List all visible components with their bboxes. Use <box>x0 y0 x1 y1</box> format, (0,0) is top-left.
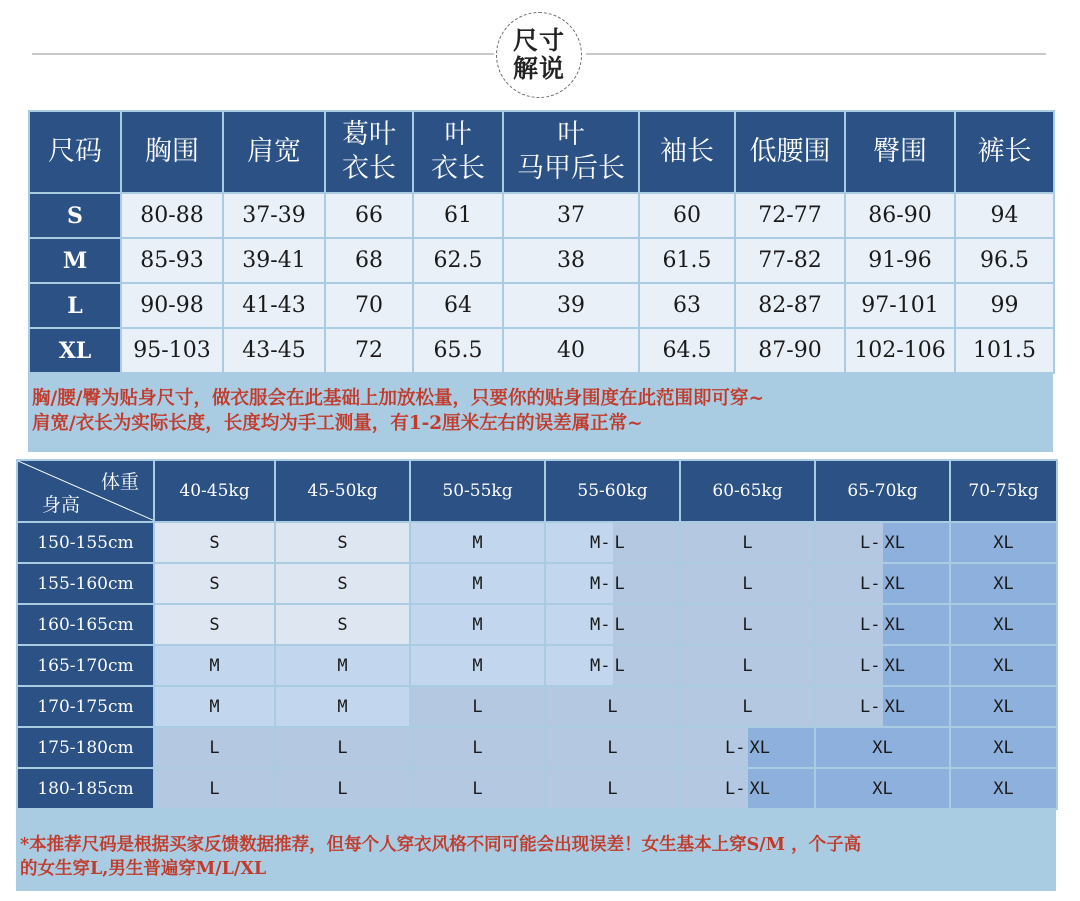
recommend-row <box>17 768 1057 809</box>
weight-col-header: 45-50kg <box>275 460 410 522</box>
recommend-size-cell <box>680 768 815 809</box>
size-range-start: M- <box>546 564 613 603</box>
size-value-cell: 87-90 <box>735 328 845 373</box>
recommend-size-cell: XL <box>950 686 1057 727</box>
recommend-size-cell: L <box>275 727 410 768</box>
recommend-size-cell <box>815 522 950 563</box>
size-range-end: L <box>613 564 680 603</box>
recommend-size-cell: S <box>154 604 275 645</box>
size-value-cell: 96.5 <box>955 238 1054 283</box>
weight-col-header: 50-55kg <box>410 460 545 522</box>
size-note-line-1: 胸/腰/臀为贴身尺寸，做衣服会在此基础上加放松量，只要你的贴身围度在此范围即可穿~ <box>32 388 765 409</box>
recommend-row <box>17 522 1057 563</box>
recommend-size-cell: M <box>410 563 545 604</box>
size-value-cell: 68 <box>325 238 413 283</box>
size-range-end: L <box>613 605 680 644</box>
size-value-cell: 77-82 <box>735 238 845 283</box>
height-label-cell: 155-160cm <box>17 563 154 604</box>
size-row <box>29 283 1054 328</box>
weight-col-header: 40-45kg <box>154 460 275 522</box>
recommend-size-cell: S <box>275 604 410 645</box>
recommend-chart <box>16 459 1056 891</box>
recommend-size-cell: L <box>410 768 545 809</box>
size-value-cell: 99 <box>955 283 1054 328</box>
size-value-cell: 94 <box>955 193 1054 238</box>
recommend-note <box>20 833 1052 881</box>
size-value-cell: 91-96 <box>845 238 955 283</box>
recommend-size-cell <box>545 604 680 645</box>
size-value-cell: 64.5 <box>639 328 735 373</box>
recommend-size-cell: XL <box>815 727 950 768</box>
height-label-cell: 170-175cm <box>17 686 154 727</box>
recommend-size-cell: XL <box>950 768 1057 809</box>
size-col-header: 葛叶 衣长 <box>325 111 413 193</box>
recommend-size-cell: XL <box>950 522 1057 563</box>
recommend-size-cell <box>680 727 815 768</box>
recommend-size-cell: M <box>275 686 410 727</box>
size-value-cell: 101.5 <box>955 328 1054 373</box>
size-value-cell: 62.5 <box>413 238 503 283</box>
recommend-table <box>16 459 1058 810</box>
recommend-size-cell <box>815 604 950 645</box>
height-label-cell: 150-155cm <box>17 522 154 563</box>
size-value-cell: 61 <box>413 193 503 238</box>
size-col-header: 裤长 <box>955 111 1054 193</box>
size-value-cell: 90-98 <box>121 283 223 328</box>
recommend-size-cell: L <box>410 727 545 768</box>
recommend-size-cell: S <box>275 563 410 604</box>
recommend-size-cell: XL <box>950 645 1057 686</box>
recommend-size-cell: L <box>154 768 275 809</box>
recommend-size-cell: L <box>545 686 680 727</box>
size-value-cell: 95-103 <box>121 328 223 373</box>
size-value-cell: 37 <box>503 193 639 238</box>
size-range-end: XL <box>883 523 950 562</box>
size-chart-table <box>28 110 1055 374</box>
title-line-2: 解说 <box>512 54 565 83</box>
size-chart-header-row <box>29 111 1054 193</box>
recommend-size-cell: L <box>410 686 545 727</box>
size-col-header: 肩宽 <box>223 111 325 193</box>
recommend-note-line-1: *本推荐尺码是根据买家反馈数据推荐，但每个人穿衣风格不同可能会出现误差！女生基本上穿S/M ，个子高 <box>20 835 862 855</box>
size-row <box>29 193 1054 238</box>
recommend-size-cell <box>815 563 950 604</box>
size-value-cell: 39-41 <box>223 238 325 283</box>
size-value-cell: 39 <box>503 283 639 328</box>
size-col-header: 低腰围 <box>735 111 845 193</box>
size-value-cell: 102-106 <box>845 328 955 373</box>
recommend-row <box>17 604 1057 645</box>
size-col-header: 胸围 <box>121 111 223 193</box>
recommend-size-cell: S <box>154 563 275 604</box>
size-col-header: 叶 马甲后长 <box>503 111 639 193</box>
recommend-row <box>17 563 1057 604</box>
recommend-row <box>17 645 1057 686</box>
header-divider-right <box>586 53 1046 55</box>
recommend-size-cell: L <box>680 563 815 604</box>
size-col-header: 臀围 <box>845 111 955 193</box>
size-value-cell: 70 <box>325 283 413 328</box>
height-label-cell: 175-180cm <box>17 727 154 768</box>
size-value-cell: 60 <box>639 193 735 238</box>
recommend-header-row <box>17 460 1057 522</box>
corner-height-label: 身高 <box>42 494 81 516</box>
size-value-cell: 65.5 <box>413 328 503 373</box>
size-label-cell: L <box>29 283 121 328</box>
corner-weight-label: 体重 <box>100 471 139 493</box>
size-value-cell: 63 <box>639 283 735 328</box>
recommend-size-cell: M <box>154 686 275 727</box>
recommend-size-cell: S <box>275 522 410 563</box>
recommend-size-cell: L <box>545 727 680 768</box>
size-value-cell: 40 <box>503 328 639 373</box>
recommend-size-cell: L <box>680 686 815 727</box>
size-range-end: XL <box>748 728 815 767</box>
size-value-cell: 97-101 <box>845 283 955 328</box>
size-range-end: XL <box>883 564 950 603</box>
size-row <box>29 328 1054 373</box>
size-value-cell: 61.5 <box>639 238 735 283</box>
size-range-start: L- <box>816 687 883 726</box>
size-value-cell: 80-88 <box>121 193 223 238</box>
size-range-start: M- <box>546 646 613 685</box>
recommend-size-cell <box>545 563 680 604</box>
header-divider-left <box>32 53 494 55</box>
size-range-end: L <box>613 646 680 685</box>
recommend-row <box>17 686 1057 727</box>
weight-col-header: 55-60kg <box>545 460 680 522</box>
recommend-size-cell <box>545 522 680 563</box>
recommend-size-cell: XL <box>950 563 1057 604</box>
size-value-cell: 86-90 <box>845 193 955 238</box>
size-range-end: XL <box>883 646 950 685</box>
size-label-cell: XL <box>29 328 121 373</box>
size-value-cell: 37-39 <box>223 193 325 238</box>
size-col-header: 叶 衣长 <box>413 111 503 193</box>
size-col-header: 袖长 <box>639 111 735 193</box>
size-chart-note <box>32 386 1042 436</box>
size-range-start: L- <box>816 646 883 685</box>
recommend-note-line-2: 的女生穿L,男生普遍穿M/L/XL <box>20 859 267 879</box>
size-range-start: L- <box>816 564 883 603</box>
size-value-cell: 66 <box>325 193 413 238</box>
recommend-size-cell: M <box>275 645 410 686</box>
recommend-size-cell: M <box>410 604 545 645</box>
recommend-size-cell: L <box>680 645 815 686</box>
recommend-size-cell: M <box>154 645 275 686</box>
recommend-size-cell: L <box>680 604 815 645</box>
recommend-size-cell: L <box>154 727 275 768</box>
corner-cell <box>17 460 154 522</box>
size-range-start: L- <box>681 728 748 767</box>
recommend-size-cell: S <box>154 522 275 563</box>
recommend-size-cell: XL <box>950 604 1057 645</box>
recommend-size-cell <box>545 645 680 686</box>
weight-col-header: 60-65kg <box>680 460 815 522</box>
size-value-cell: 72-77 <box>735 193 845 238</box>
size-value-cell: 43-45 <box>223 328 325 373</box>
size-value-cell: 72 <box>325 328 413 373</box>
height-label-cell: 165-170cm <box>17 645 154 686</box>
size-label-cell: M <box>29 238 121 283</box>
recommend-size-cell: L <box>275 768 410 809</box>
size-range-start: M- <box>546 605 613 644</box>
size-range-end: L <box>613 523 680 562</box>
size-range-start: M- <box>546 523 613 562</box>
recommend-size-cell: XL <box>950 727 1057 768</box>
size-label-cell: S <box>29 193 121 238</box>
recommend-size-cell: L <box>545 768 680 809</box>
size-range-start: L- <box>816 523 883 562</box>
weight-col-header: 70-75kg <box>950 460 1057 522</box>
size-chart <box>28 110 1053 452</box>
size-value-cell: 64 <box>413 283 503 328</box>
height-label-cell: 180-185cm <box>17 768 154 809</box>
size-note-line-2: 肩宽/衣长为实际长度，长度均为手工测量，有1-2厘米左右的误差属正常~ <box>32 413 643 434</box>
size-range-start: L- <box>816 605 883 644</box>
height-label-cell: 160-165cm <box>17 604 154 645</box>
size-value-cell: 38 <box>503 238 639 283</box>
size-range-end: XL <box>748 769 815 808</box>
size-value-cell: 85-93 <box>121 238 223 283</box>
recommend-size-cell <box>815 686 950 727</box>
recommend-size-cell <box>815 645 950 686</box>
recommend-size-cell: L <box>680 522 815 563</box>
recommend-size-cell: XL <box>815 768 950 809</box>
size-range-end: XL <box>883 687 950 726</box>
weight-col-header: 65-70kg <box>815 460 950 522</box>
recommend-row <box>17 727 1057 768</box>
size-range-end: XL <box>883 605 950 644</box>
size-range-start: L- <box>681 769 748 808</box>
size-value-cell: 41-43 <box>223 283 325 328</box>
recommend-size-cell: M <box>410 522 545 563</box>
size-value-cell: 82-87 <box>735 283 845 328</box>
title-line-1: 尺寸 <box>512 26 565 55</box>
size-col-header: 尺码 <box>29 111 121 193</box>
size-row <box>29 238 1054 283</box>
recommend-size-cell: M <box>410 645 545 686</box>
title-badge <box>496 12 582 98</box>
